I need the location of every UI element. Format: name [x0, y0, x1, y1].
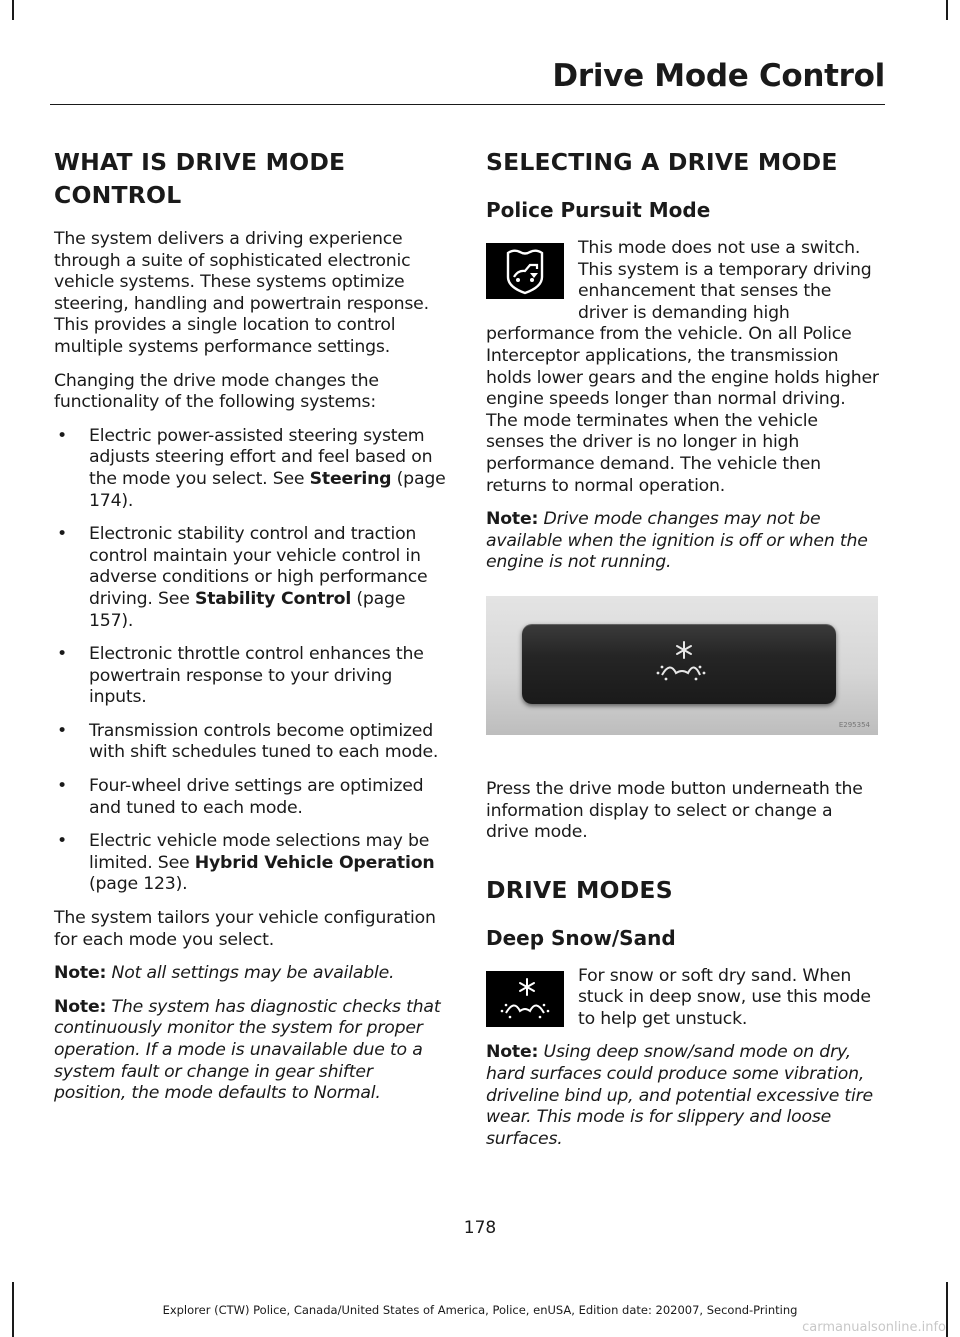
note-text: Not all settings may be available.: [111, 963, 395, 984]
note-text: Using deep snow/sand mode on dry, hard surfaces could produce some vibration, driveline bind up, and potential excessive tire wear. This mode is for slippery and loose surfaces.: [486, 1042, 873, 1149]
note-paragraph: [54, 997, 448, 1105]
photo-code: E295354: [838, 720, 870, 729]
police-pursuit-paragraph: This mode does not use a switch. This system is a temporary driving enhancement that senses the driver is demanding high performance from the vehicle. On all Police Interceptor applications, the transmission holds lower gears and the engine holds higher engine speeds longer than normal driving. The mode terminates when the vehicle senses the driver is no longer in high performance demand. The vehicle then returns to normal operation.: [486, 238, 879, 496]
note-label: Note:: [54, 963, 107, 984]
page-reference: (page 157).: [89, 588, 406, 631]
deep-snow-paragraph: For snow or soft dry sand. When stuck in deep snow, use this mode to help get unstuck.: [578, 965, 871, 1029]
police-pursuit-block: [486, 238, 880, 497]
bullet-glyph: •: [57, 776, 67, 797]
note-label: Note:: [486, 509, 539, 530]
section-heading-drive-modes: DRIVE MODES: [486, 875, 673, 904]
crop-mark: [946, 0, 948, 20]
page-reference: (page 123).: [89, 874, 188, 895]
subheading-police-pursuit: Police Pursuit Mode: [486, 198, 711, 222]
list-item: [54, 721, 448, 764]
page-number: 178: [463, 1218, 497, 1238]
list-item-text: Electronic throttle control enhances the powertrain response to your driving inputs.: [89, 644, 424, 708]
press-paragraph: Press the drive mode button underneath the information display to select or change a drive mode.: [486, 778, 863, 843]
police-pursuit-icon: [486, 243, 564, 299]
edition-line: Explorer (CTW) Police, Canada/United States of America, Police, enUSA, Edition date: 202007, Second-Printing: [162, 1303, 798, 1317]
section-heading-what-is: [54, 146, 448, 212]
watermark: carmanualsonline.info: [802, 1320, 946, 1335]
bullet-glyph: •: [57, 524, 67, 545]
cross-reference-link[interactable]: Hybrid Vehicle Operation: [194, 852, 435, 873]
list-item-text: Electric power-assisted steering system adjusts steering effort and feel based on the mode you select. See: [89, 425, 433, 489]
note-paragraph: [486, 509, 880, 574]
systems-list: [54, 426, 448, 896]
bullet-glyph: •: [57, 644, 67, 665]
list-item: [54, 644, 448, 709]
crop-mark: [12, 0, 14, 20]
drive-mode-button-photo: [486, 596, 878, 735]
note-paragraph: [54, 963, 448, 985]
list-item: [54, 831, 448, 896]
list-item-text: Electronic stability control and traction control maintain your vehicle control in adverse conditions or high performance driving. See: [89, 524, 428, 609]
note-paragraph: [486, 1042, 880, 1150]
right-column: [486, 146, 880, 1162]
list-item-text: Transmission controls become optimized with shift schedules tuned to each mode.: [89, 720, 439, 763]
left-column: [54, 146, 448, 1117]
note-label: Note:: [54, 996, 107, 1017]
deep-snow-sand-icon: [486, 971, 564, 1027]
bullet-glyph: •: [57, 425, 67, 446]
cross-reference-link[interactable]: Steering: [309, 468, 392, 489]
list-item: [54, 524, 448, 632]
note-text: Drive mode changes may not be available when the ignition is off or when the engine is not running.: [486, 509, 868, 573]
intro-paragraph: The system delivers a driving experience through a suite of sophisticated electronic vehicle systems. These systems optimize steering, handling and powertrain response. This provides a single location to control multiple systems performance settings.: [54, 229, 429, 357]
police-pursuit-icon-graphic: [494, 247, 556, 295]
changing-paragraph: Changing the drive mode changes the functionality of the following systems:: [54, 370, 379, 413]
cross-reference-link[interactable]: Stability Control: [194, 588, 352, 609]
drive-mode-button: [522, 624, 836, 704]
page-reference: (page 174).: [89, 468, 446, 511]
bullet-glyph: •: [57, 720, 67, 741]
deep-snow-sand-icon-graphic: [494, 975, 556, 1023]
heading-line: CONTROL: [54, 181, 182, 209]
list-item-text: Electric vehicle mode selections may be limited. See: [89, 831, 430, 873]
list-item: [54, 426, 448, 512]
note-text: The system has diagnostic checks that continuously monitor the system for proper operation. If a mode is unavailable due to a system fault or change in gear shifter position, the mode defaults to Normal.: [54, 996, 441, 1104]
section-heading-selecting: SELECTING A DRIVE MODE: [486, 148, 838, 176]
deep-snow-block: [486, 966, 880, 1031]
heading-line: WHAT IS DRIVE MODE: [54, 148, 346, 176]
page-title: Drive Mode Control: [552, 58, 885, 94]
snowflake-sand-icon: [644, 639, 714, 689]
note-label: Note:: [486, 1042, 539, 1063]
header-divider: [50, 104, 885, 105]
bullet-glyph: •: [57, 831, 67, 852]
list-item-text: Four-wheel drive settings are optimized and tuned to each mode.: [89, 776, 424, 818]
list-item: [54, 776, 448, 819]
subheading-deep-snow-sand: Deep Snow/Sand: [486, 925, 676, 950]
tailors-paragraph: The system tailors your vehicle configuration for each mode you select.: [54, 908, 436, 950]
